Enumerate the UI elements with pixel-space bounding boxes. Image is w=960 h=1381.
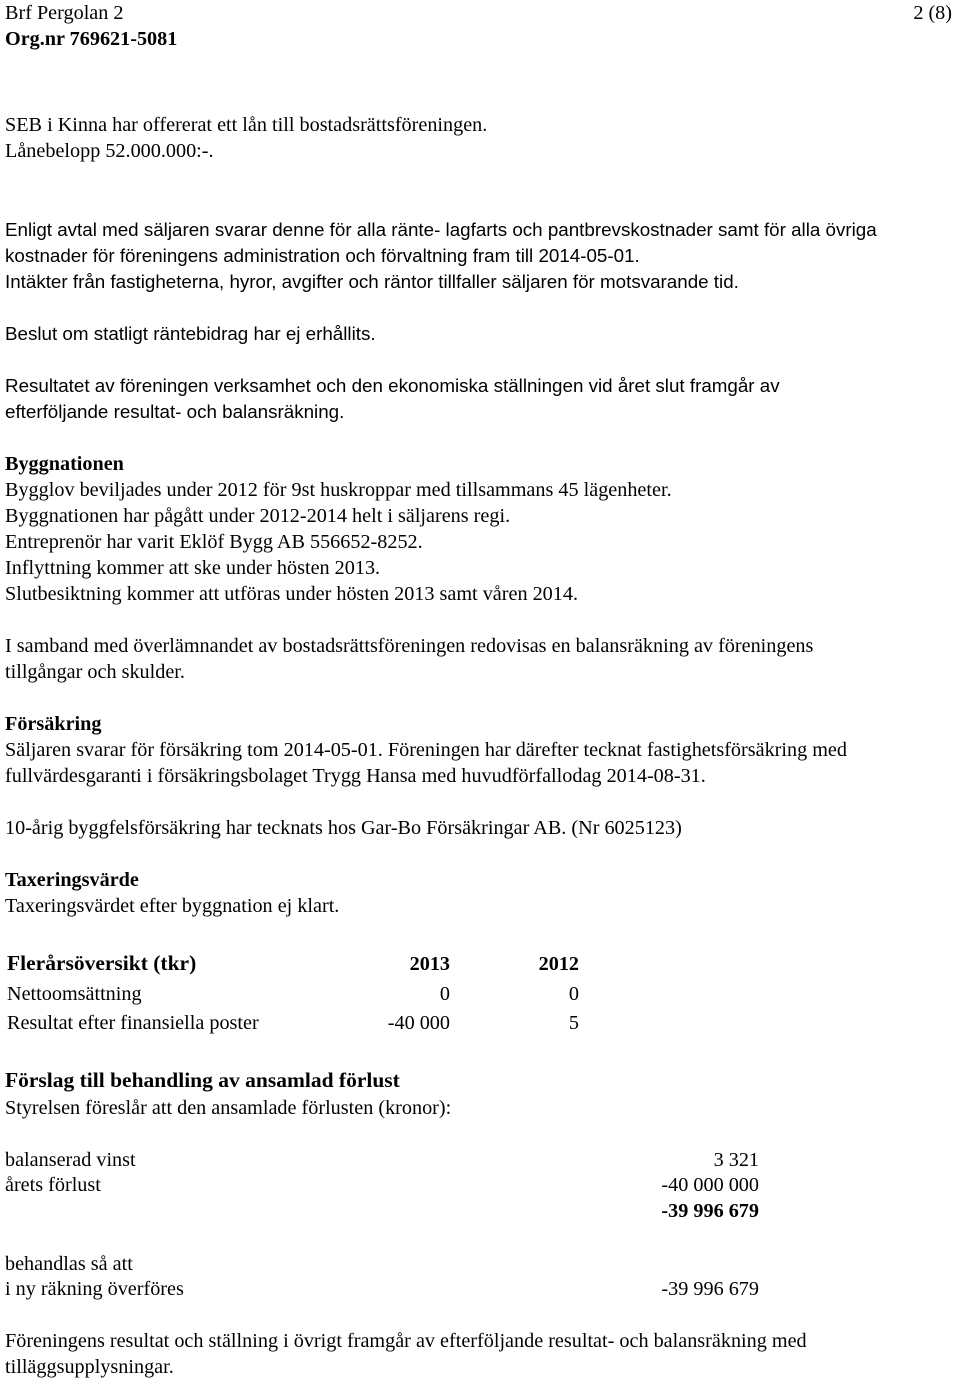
loan-offer-text: SEB i Kinna har offererat ett lån till bostadsrättsföreningen. xyxy=(5,114,488,136)
overview-row-label: Nettoomsättning xyxy=(7,983,142,1005)
proposal-row-label: balanserad vinst xyxy=(5,1149,136,1171)
carry-forward-label: i ny räkning överföres xyxy=(5,1278,184,1300)
construction-line: Bygglov beviljades under 2012 för 9st huskroppar med tillsammans 45 lägenheter. xyxy=(5,479,672,501)
defect-insurance-text: 10-årig byggfelsförsäkring har tecknats hos Gar-Bo Försäkringar AB. (Nr 6025123) xyxy=(5,817,682,839)
proposal-total: -39 996 679 xyxy=(661,1200,759,1222)
proposal-row-label: årets förlust xyxy=(5,1174,101,1196)
proposal-intro: Styrelsen föreslår att den ansamlade förlusten (kronor): xyxy=(5,1097,452,1119)
loan-amount-text: Lånebelopp 52.000.000:-. xyxy=(5,140,214,162)
page-number: 2 (8) xyxy=(913,2,952,24)
overview-row-2013: -40 000 xyxy=(387,1012,450,1034)
construction-line: Entreprenör har varit Eklöf Bygg AB 556652-8252. xyxy=(5,531,423,553)
closing-line-2: tilläggsupplysningar. xyxy=(5,1356,174,1378)
insurance-line-2: fullvärdesgaranti i försäkringsbolaget Trygg Hansa med huvudförfallodag 2014-08-31. xyxy=(5,765,706,787)
insurance-heading: Försäkring xyxy=(5,713,102,735)
insurance-line-1: Säljaren svarar för försäkring tom 2014-05-01. Föreningen har därefter tecknat fastighetsförsäkring med xyxy=(5,739,847,761)
taxation-heading: Taxeringsvärde xyxy=(5,869,139,891)
handover-line-1: I samband med överlämnandet av bostadsrättsföreningen redovisas en balansräkning av föreningens xyxy=(5,635,814,657)
construction-line: Slutbesiktning kommer att utföras under hösten 2013 samt våren 2014. xyxy=(5,583,579,605)
handover-line-2: tillgångar och skulder. xyxy=(5,661,185,683)
closing-line-1: Föreningens resultat och ställning i övrigt framgår av efterföljande resultat- och balansräkning med xyxy=(5,1330,807,1352)
proposal-row-value: -40 000 000 xyxy=(661,1174,759,1196)
overview-col-2012: 2012 xyxy=(538,953,579,975)
proposal-row-value: 3 321 xyxy=(713,1149,759,1171)
overview-heading: Flerårsöversikt (tkr) xyxy=(7,951,197,975)
construction-line: Inflyttning kommer att ske under hösten 2013. xyxy=(5,557,381,579)
result-line-2: efterföljande resultat- och balansräkning. xyxy=(5,401,345,422)
taxation-text: Taxeringsvärdet efter byggnation ej klart. xyxy=(5,895,340,917)
treated-text: behandlas så att xyxy=(5,1253,133,1275)
subsidy-text: Beslut om statligt räntebidrag har ej erhållits. xyxy=(5,323,376,344)
carry-forward-value: -39 996 679 xyxy=(661,1278,759,1300)
construction-heading: Byggnationen xyxy=(5,453,124,475)
overview-row-2012: 5 xyxy=(568,1012,579,1034)
overview-col-2013: 2013 xyxy=(409,953,450,975)
org-name: Brf Pergolan 2 xyxy=(5,2,124,24)
overview-row-2013: 0 xyxy=(439,983,450,1005)
result-line-1: Resultatet av föreningen verksamhet och den ekonomiska ställningen vid året slut framgår av xyxy=(5,375,780,396)
overview-row-2012: 0 xyxy=(568,983,579,1005)
agreement-line-2: kostnader för föreningens administration och förvaltning fram till 2014-05-01. xyxy=(5,245,640,266)
overview-row-label: Resultat efter finansiella poster xyxy=(7,1012,259,1034)
construction-line: Byggnationen har pågått under 2012-2014 helt i säljarens regi. xyxy=(5,505,511,527)
proposal-heading: Förslag till behandling av ansamlad förlust xyxy=(5,1068,400,1092)
agreement-line-3: Intäkter från fastigheterna, hyror, avgifter och räntor tillfaller säljaren för motsvarande tid. xyxy=(5,271,739,292)
org-number: Org.nr 769621-5081 xyxy=(5,28,178,50)
agreement-line-1: Enligt avtal med säljaren svarar denne för alla ränte- lagfarts och pantbrevskostnader samt för alla övriga xyxy=(5,219,877,240)
